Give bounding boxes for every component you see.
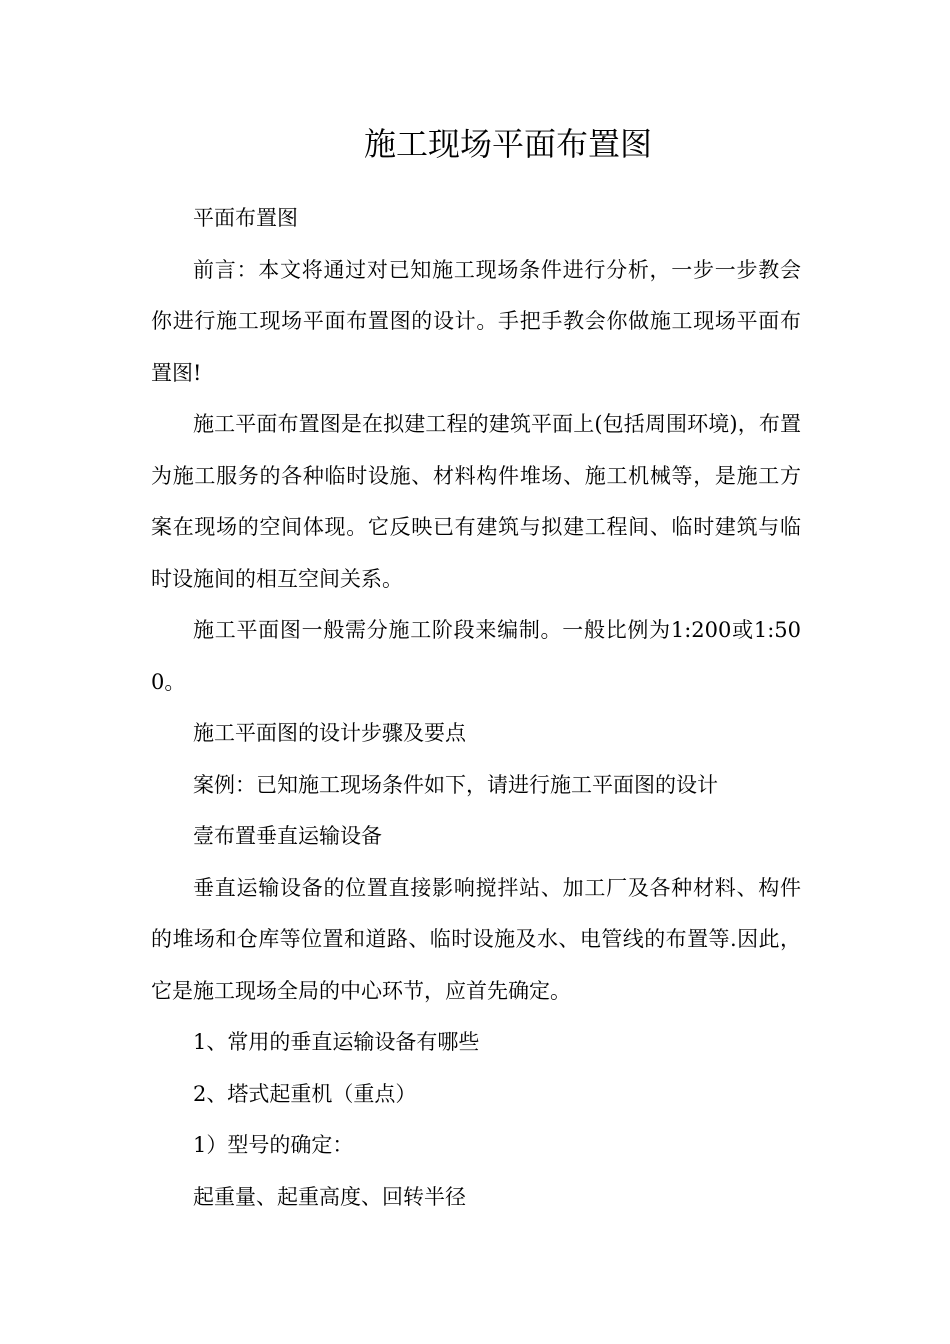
paragraph-preface: 前言：本文将通过对已知施工现场条件进行分析，一步一步教会你进行施工现场平面布置图的设计。手把手教会你做施工现场平面布置图! bbox=[151, 257, 801, 385]
paragraph-item-1: 1、常用的垂直运输设备有哪些 bbox=[193, 1030, 480, 1054]
paragraph-item-2: 2、塔式起重机（重点） bbox=[193, 1081, 417, 1106]
document-body bbox=[151, 193, 801, 1223]
document-title: 施工现场平面布置图 bbox=[363, 125, 652, 163]
paragraph-item-2-1: 1）型号的确定： bbox=[193, 1133, 354, 1157]
paragraph-steps-heading: 施工平面图的设计步骤及要点 bbox=[193, 721, 466, 745]
paragraph-subtitle: 平面布置图 bbox=[193, 206, 298, 230]
paragraph-case: 案例：已知施工现场条件如下，请进行施工平面图的设计 bbox=[193, 772, 718, 797]
paragraph-vertical-transport: 垂直运输设备的位置直接影响搅拌站、加工厂及各种材料、构件的堆场和仓库等位置和道路、临时设施及水、电管线的布置等.因此，它是施工现场全局的中心环节，应首先确定。 bbox=[151, 875, 801, 1003]
paragraph-definition: 施工平面布置图是在拟建工程的建筑平面上(包括周围环境)，布置为施工服务的各种临时设施、材料构件堆场、施工机械等，是施工方案在现场的空间体现。它反映已有建筑与拟建工程间、临时建筑与临时设施间的相互空间关系。 bbox=[151, 412, 801, 591]
paragraph-scale: 施工平面图一般需分施工阶段来编制。一般比例为1:200或1:500。 bbox=[151, 618, 801, 694]
paragraph-crane-params: 起重量、起重高度、回转半径 bbox=[193, 1184, 466, 1209]
paragraph-section-one: 壹布置垂直运输设备 bbox=[193, 824, 382, 848]
